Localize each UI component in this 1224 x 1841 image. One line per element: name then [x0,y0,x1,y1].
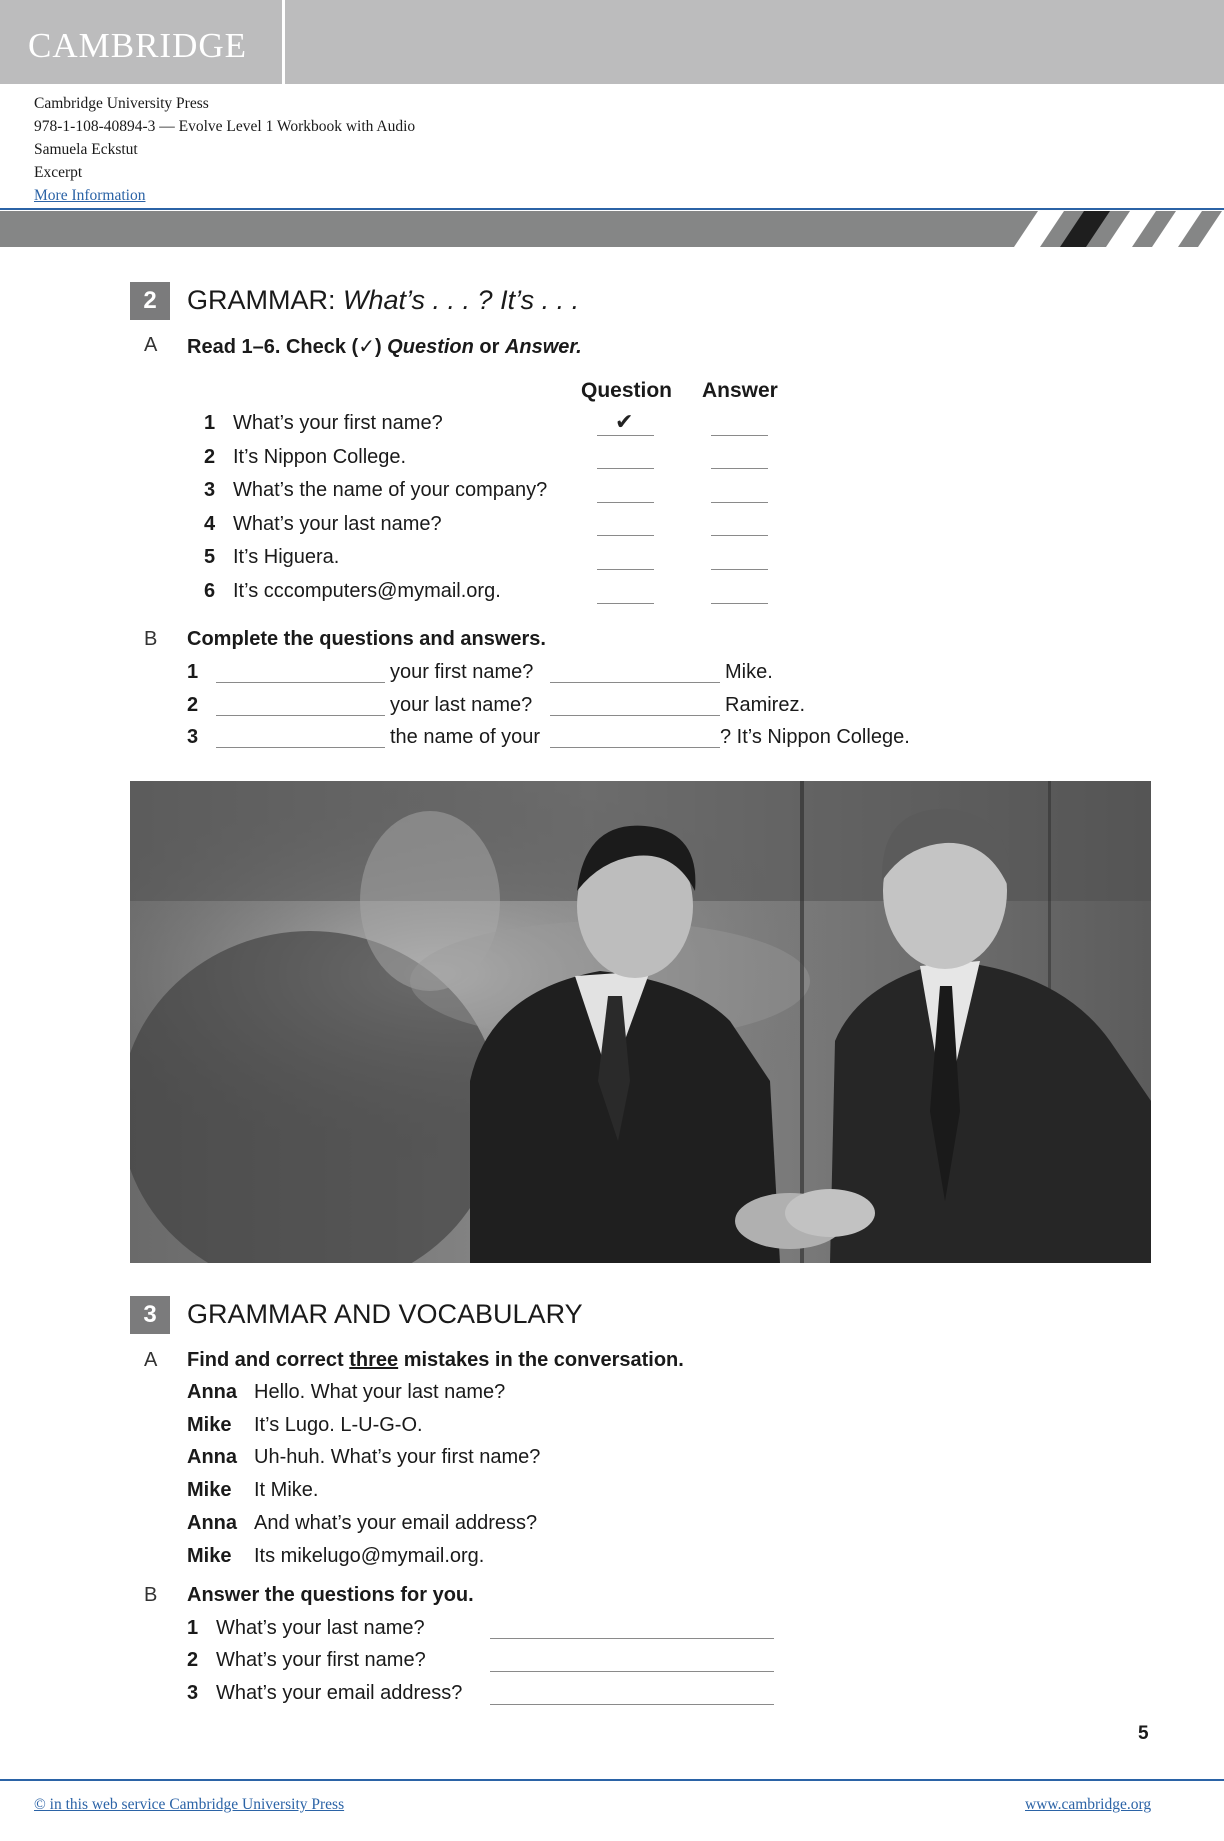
part-b-letter: B [144,628,158,650]
item-number: 3 [204,479,216,501]
item-text: What’s your first name? [216,1649,426,1671]
part-a-instructions [187,334,582,359]
author: Samuela Eckstut [34,141,138,158]
answer-blank[interactable] [490,1704,774,1705]
item-text: your first name? [390,661,534,683]
item-text: What’s your first name? [233,412,443,434]
answer-blank[interactable] [490,1638,774,1639]
answer-blank[interactable] [711,502,768,503]
instr-or: or [473,336,505,358]
item-text: the name of your [390,726,541,748]
header-bar [0,0,1224,84]
header-rule [0,208,1224,210]
instr-three: three [349,1349,399,1371]
item-text: your last name? [390,694,533,716]
section-2-number: 2 [130,282,170,320]
decorative-band [0,211,1224,247]
dialogue-line: It Mike. [254,1479,319,1501]
answer-blank[interactable] [711,468,768,469]
item-end: Ramirez. [725,694,806,716]
section-2-title-italic: What’s . . . ? It’s . . . [343,285,580,315]
speaker-name: Anna [187,1381,237,1403]
answer-blank[interactable] [490,1671,774,1672]
instr-answer: Answer. [504,336,582,358]
part-a-letter: A [144,334,158,356]
item-number: 2 [187,694,199,716]
copyright-link[interactable]: © in this web service Cambridge University Press [34,1796,345,1813]
item-text: It’s Higuera. [233,546,340,568]
instr-question: Question [387,336,474,358]
answer-blank[interactable] [711,569,768,570]
dialogue-line: Hello. What your last name? [254,1381,506,1403]
speaker-name: Anna [187,1446,237,1468]
instr-text: Find and correct [187,1349,350,1371]
dialogue-line: It’s Lugo. L-U-G-O. [254,1414,423,1436]
question-word-blank[interactable] [216,715,385,716]
website-link[interactable]: www.cambridge.org [1025,1796,1152,1813]
more-information-link[interactable]: More Information [34,187,146,204]
item-number: 1 [187,661,199,683]
footer-rule [0,1779,1224,1781]
item-text: It’s cccomputers@mymail.org. [233,580,501,602]
item-end: Mike. [725,661,773,683]
cambridge-logo: CAMBRIDGE [28,26,248,65]
question-word-blank[interactable] [216,682,385,683]
item-end: ? It’s Nippon College. [720,726,910,748]
item-number: 2 [187,1649,199,1671]
isbn-title: 978-1-108-40894-3 — Evolve Level 1 Workbook with Audio [34,118,416,135]
publisher: Cambridge University Press [34,95,209,112]
item-number: 2 [204,446,216,468]
item-text: What’s the name of your company? [233,479,548,501]
stripes-decoration [994,211,1224,247]
question-blank[interactable] [597,535,654,536]
handshake-photo [130,781,1151,1263]
dialogue-line: Its mikelugo@mymail.org. [254,1545,485,1567]
item-number: 3 [187,726,199,748]
question-blank[interactable] [597,603,654,604]
instr-text-end: mistakes in the conversation. [398,1349,684,1371]
logo-box [0,0,285,84]
section-2-title [187,285,579,316]
item-text: What’s your last name? [216,1617,425,1639]
part-b-instructions: Complete the questions and answers. [187,628,546,650]
instr-text: Read 1–6. Check (✓) [187,336,388,358]
question-blank[interactable] [597,569,654,570]
answer-blank[interactable] [711,603,768,604]
section-2-title-plain: GRAMMAR: [187,285,344,315]
column-header-question: Question [581,379,673,402]
check-mark-icon: ✔ [615,409,634,434]
part-a-letter: A [144,1349,158,1371]
item-text: What’s your last name? [233,513,442,535]
section-3-title: GRAMMAR AND VOCABULARY [187,1299,583,1329]
question-blank[interactable] [597,502,654,503]
answer-blank[interactable] [711,535,768,536]
item-text: It’s Nippon College. [233,446,407,468]
item-text: What’s your email address? [216,1682,463,1704]
book-metadata [34,92,415,207]
speaker-name: Anna [187,1512,237,1534]
item-number: 6 [204,580,216,602]
answer-blank[interactable] [711,435,768,436]
speaker-name: Mike [187,1414,232,1436]
item-number: 4 [204,513,216,535]
part-b-letter: B [144,1584,158,1606]
part-a-instructions [187,1349,684,1372]
question-blank[interactable] [597,435,654,436]
item-number: 1 [187,1617,199,1639]
column-header-answer: Answer [702,379,778,402]
dialogue-line: And what’s your email address? [254,1512,538,1534]
answer-word-blank[interactable] [550,715,720,716]
dialogue-line: Uh-huh. What’s your first name? [254,1446,541,1468]
answer-word-blank[interactable] [550,682,720,683]
section-3-number: 3 [130,1296,170,1334]
item-number: 1 [204,412,216,434]
handshake-illustration [130,781,1151,1263]
answer-word-blank[interactable] [550,747,720,748]
question-word-blank[interactable] [216,747,385,748]
page-number: 5 [1138,1723,1149,1744]
speaker-name: Mike [187,1545,232,1567]
doc-type: Excerpt [34,164,83,181]
question-blank[interactable] [597,468,654,469]
speaker-name: Mike [187,1479,232,1501]
item-number: 3 [187,1682,199,1704]
part-b-instructions: Answer the questions for you. [187,1584,474,1606]
item-number: 5 [204,546,216,568]
